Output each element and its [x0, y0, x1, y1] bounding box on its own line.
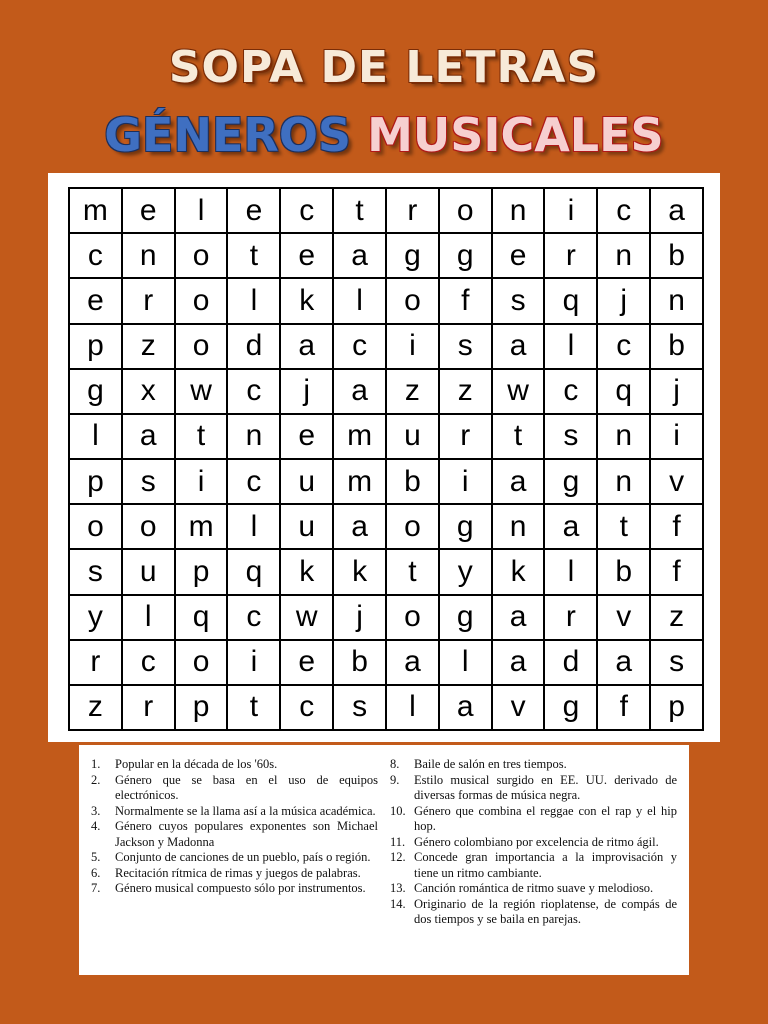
grid-cell[interactable]: t	[228, 234, 281, 279]
grid-cell[interactable]: f	[651, 505, 704, 550]
grid-cell[interactable]: z	[387, 370, 440, 415]
grid-cell[interactable]: b	[387, 460, 440, 505]
clue-number: 14.	[390, 896, 406, 911]
grid-cell[interactable]: l	[123, 596, 176, 641]
grid-cell[interactable]: n	[651, 279, 704, 324]
grid-cell[interactable]: c	[228, 370, 281, 415]
clue-item	[390, 881, 677, 897]
clue-item	[91, 757, 378, 773]
clues-column-left	[91, 757, 378, 975]
grid-cell[interactable]: a	[123, 415, 176, 460]
grid-cell[interactable]: e	[281, 415, 334, 460]
grid-cell[interactable]: i	[651, 415, 704, 460]
grid-cell[interactable]: d	[228, 325, 281, 370]
clue-text: Popular en la década de los '60s.	[115, 757, 278, 771]
grid-cell[interactable]: l	[176, 189, 229, 234]
clue-text: Género cuyos populares exponentes son Michael Jackson y Madonna	[115, 819, 378, 849]
grid-cell[interactable]: z	[123, 325, 176, 370]
clue-number: 9.	[390, 772, 400, 787]
clue-item	[390, 757, 677, 773]
grid-cell[interactable]: p	[70, 325, 123, 370]
clue-item	[91, 850, 378, 866]
grid-cell[interactable]: t	[387, 550, 440, 595]
grid-cell[interactable]: s	[545, 415, 598, 460]
grid-cell[interactable]: a	[651, 189, 704, 234]
clue-item	[390, 850, 677, 881]
grid-cell[interactable]: n	[123, 234, 176, 279]
grid-cell[interactable]: a	[493, 460, 546, 505]
word-search-panel	[48, 173, 720, 742]
grid-cell[interactable]: t	[493, 415, 546, 460]
grid-cell[interactable]: w	[176, 370, 229, 415]
clue-text: Género que se basa en el uso de equipos electrónicos.	[115, 772, 378, 802]
grid-cell[interactable]: r	[123, 686, 176, 731]
word-search-grid	[68, 187, 704, 731]
page-subtitle	[0, 108, 768, 162]
grid-cell[interactable]: s	[651, 641, 704, 686]
clue-text: Conjunto de canciones de un pueblo, país o región.	[115, 850, 371, 864]
grid-cell[interactable]: g	[70, 370, 123, 415]
grid-cell[interactable]: l	[228, 505, 281, 550]
grid-cell[interactable]: g	[545, 686, 598, 731]
grid-cell[interactable]: r	[387, 189, 440, 234]
grid-cell[interactable]: g	[545, 460, 598, 505]
grid-cell[interactable]: a	[334, 234, 387, 279]
grid-cell[interactable]: z	[440, 370, 493, 415]
grid-cell[interactable]: o	[387, 596, 440, 641]
grid-cell[interactable]: b	[651, 234, 704, 279]
grid-cell[interactable]: c	[545, 370, 598, 415]
page-title: SOPA DE LETRAS	[168, 42, 600, 93]
grid-cell[interactable]: z	[70, 686, 123, 731]
clue-number: 1.	[91, 757, 101, 771]
grid-cell[interactable]: n	[228, 415, 281, 460]
grid-cell[interactable]: d	[545, 641, 598, 686]
clue-item	[390, 835, 677, 851]
grid-cell[interactable]: s	[440, 325, 493, 370]
grid-cell[interactable]: p	[176, 686, 229, 731]
grid-cell[interactable]: o	[176, 234, 229, 279]
grid-cell[interactable]: m	[334, 460, 387, 505]
grid-cell[interactable]: c	[598, 189, 651, 234]
grid-cell[interactable]: b	[334, 641, 387, 686]
grid-cell[interactable]: g	[440, 234, 493, 279]
grid-cell[interactable]: i	[545, 189, 598, 234]
grid-cell[interactable]: p	[70, 460, 123, 505]
grid-cell[interactable]: i	[228, 641, 281, 686]
grid-cell[interactable]: n	[598, 415, 651, 460]
grid-cell[interactable]: o	[70, 505, 123, 550]
grid-cell[interactable]: c	[334, 325, 387, 370]
grid-cell[interactable]: k	[493, 550, 546, 595]
clue-item	[91, 881, 378, 897]
grid-cell[interactable]: o	[387, 505, 440, 550]
clue-number: 8.	[390, 757, 400, 771]
clue-text: Concede gran importancia a la improvisación y tiene un ritmo cambiante.	[414, 850, 677, 880]
grid-cell[interactable]: l	[70, 415, 123, 460]
grid-cell[interactable]: o	[176, 279, 229, 324]
clue-number: 2.	[91, 772, 101, 787]
grid-cell[interactable]: n	[598, 234, 651, 279]
clue-text: Estilo musical surgido en EE. UU. derivado de diversas formas de música negra.	[414, 772, 677, 802]
grid-cell[interactable]: c	[228, 460, 281, 505]
grid-cell[interactable]: l	[334, 279, 387, 324]
grid-cell[interactable]: k	[334, 550, 387, 595]
grid-cell[interactable]: g	[387, 234, 440, 279]
clue-number: 5.	[91, 850, 101, 864]
clue-text: Normalmente se la llama así a la música académica.	[115, 803, 376, 818]
grid-cell[interactable]: c	[228, 596, 281, 641]
grid-cell[interactable]: k	[281, 550, 334, 595]
clues-panel	[79, 745, 689, 975]
grid-cell[interactable]: l	[545, 550, 598, 595]
clue-item	[390, 773, 677, 804]
grid-cell[interactable]: x	[123, 370, 176, 415]
grid-cell[interactable]: o	[176, 641, 229, 686]
grid-cell[interactable]: a	[493, 596, 546, 641]
grid-cell[interactable]: l	[545, 325, 598, 370]
clue-number: 7.	[91, 881, 101, 895]
grid-cell[interactable]: t	[176, 415, 229, 460]
grid-cell[interactable]: g	[440, 505, 493, 550]
grid-cell[interactable]: w	[493, 370, 546, 415]
grid-cell[interactable]: s	[334, 686, 387, 731]
grid-cell[interactable]: o	[440, 189, 493, 234]
grid-cell[interactable]: e	[70, 279, 123, 324]
grid-cell[interactable]: v	[493, 686, 546, 731]
grid-cell[interactable]: a	[334, 505, 387, 550]
grid-cell[interactable]: q	[598, 370, 651, 415]
grid-cell[interactable]: n	[493, 505, 546, 550]
grid-cell[interactable]: a	[281, 325, 334, 370]
grid-cell[interactable]: f	[598, 686, 651, 731]
clue-number: 4.	[91, 819, 101, 833]
grid-cell[interactable]: j	[598, 279, 651, 324]
clue-number: 13.	[390, 881, 406, 895]
grid-cell[interactable]: e	[123, 189, 176, 234]
grid-cell[interactable]: c	[70, 234, 123, 279]
subtitle-musicales: MUSICALES	[367, 108, 664, 162]
grid-cell[interactable]: s	[493, 279, 546, 324]
grid-cell[interactable]: t	[598, 505, 651, 550]
grid-cell[interactable]: u	[123, 550, 176, 595]
grid-cell[interactable]: c	[281, 686, 334, 731]
grid-cell[interactable]: q	[545, 279, 598, 324]
grid-cell[interactable]: w	[281, 596, 334, 641]
clue-number: 6.	[91, 865, 101, 880]
grid-cell[interactable]: a	[598, 641, 651, 686]
grid-cell[interactable]: j	[334, 596, 387, 641]
grid-cell[interactable]: o	[387, 279, 440, 324]
grid-cell[interactable]: y	[70, 596, 123, 641]
grid-cell[interactable]: e	[228, 189, 281, 234]
clue-text: Recitación rítmica de rimas y juegos de palabras.	[115, 865, 361, 880]
grid-cell[interactable]: k	[281, 279, 334, 324]
grid-cell[interactable]: t	[228, 686, 281, 731]
clue-text: Originario de la región rioplatense, de compás de dos tiempos y se baila en parejas.	[414, 896, 677, 926]
clue-item	[91, 866, 378, 882]
clue-item	[91, 773, 378, 804]
clue-text: Género musical compuesto sólo por instrumentos.	[115, 881, 366, 895]
grid-cell[interactable]: l	[228, 279, 281, 324]
clue-number: 11.	[390, 834, 406, 849]
grid-cell[interactable]: j	[651, 370, 704, 415]
grid-cell[interactable]: u	[387, 415, 440, 460]
grid-cell[interactable]: m	[334, 415, 387, 460]
clues-column-right	[390, 757, 677, 975]
grid-cell[interactable]: m	[176, 505, 229, 550]
grid-cell[interactable]: q	[228, 550, 281, 595]
grid-cell[interactable]: e	[281, 641, 334, 686]
grid-cell[interactable]: a	[545, 505, 598, 550]
clue-item	[91, 804, 378, 820]
grid-cell[interactable]: s	[70, 550, 123, 595]
grid-cell[interactable]: n	[598, 460, 651, 505]
grid-cell[interactable]: i	[440, 460, 493, 505]
grid-cell[interactable]: q	[176, 596, 229, 641]
grid-cell[interactable]: r	[545, 596, 598, 641]
grid-cell[interactable]: y	[440, 550, 493, 595]
grid-cell[interactable]: a	[334, 370, 387, 415]
clue-text: Género colombiano por excelencia de ritmo ágil.	[414, 834, 659, 849]
clue-item	[390, 804, 677, 835]
grid-cell[interactable]: i	[387, 325, 440, 370]
grid-cell[interactable]: o	[176, 325, 229, 370]
grid-cell[interactable]: f	[440, 279, 493, 324]
grid-cell[interactable]: r	[70, 641, 123, 686]
grid-cell[interactable]: v	[651, 460, 704, 505]
grid-cell[interactable]: e	[281, 234, 334, 279]
clue-text: Canción romántica de ritmo suave y melodioso.	[414, 881, 654, 895]
grid-cell[interactable]: l	[387, 686, 440, 731]
grid-cell[interactable]: o	[123, 505, 176, 550]
grid-cell[interactable]: j	[281, 370, 334, 415]
grid-cell[interactable]: r	[123, 279, 176, 324]
grid-cell[interactable]: b	[598, 550, 651, 595]
grid-cell[interactable]: u	[281, 460, 334, 505]
clue-text: Género que combina el reggae con el rap y el hip hop.	[414, 803, 677, 833]
grid-cell[interactable]: u	[281, 505, 334, 550]
grid-cell[interactable]: e	[493, 234, 546, 279]
grid-cell[interactable]: c	[281, 189, 334, 234]
clue-number: 3.	[91, 803, 101, 818]
grid-cell[interactable]: s	[123, 460, 176, 505]
grid-cell[interactable]: t	[334, 189, 387, 234]
grid-cell[interactable]: a	[493, 641, 546, 686]
grid-cell[interactable]: c	[598, 325, 651, 370]
grid-cell[interactable]: v	[598, 596, 651, 641]
grid-cell[interactable]: r	[545, 234, 598, 279]
clue-number: 10.	[390, 803, 406, 818]
clue-item	[91, 819, 378, 850]
grid-cell[interactable]: p	[176, 550, 229, 595]
grid-cell[interactable]: l	[440, 641, 493, 686]
grid-cell[interactable]: a	[440, 686, 493, 731]
subtitle-generos: GÉNEROS	[104, 108, 352, 162]
grid-cell[interactable]: g	[440, 596, 493, 641]
grid-cell[interactable]: z	[651, 596, 704, 641]
clue-text: Baile de salón en tres tiempos.	[414, 757, 567, 771]
grid-cell[interactable]: b	[651, 325, 704, 370]
grid-cell[interactable]: f	[651, 550, 704, 595]
clue-item	[390, 897, 677, 928]
grid-cell[interactable]: p	[651, 686, 704, 731]
grid-cell[interactable]: c	[123, 641, 176, 686]
grid-cell[interactable]: a	[493, 325, 546, 370]
clue-number: 12.	[390, 850, 406, 864]
grid-cell[interactable]: n	[493, 189, 546, 234]
grid-cell[interactable]: a	[387, 641, 440, 686]
grid-cell[interactable]: m	[70, 189, 123, 234]
grid-cell[interactable]: i	[176, 460, 229, 505]
grid-cell[interactable]: r	[440, 415, 493, 460]
